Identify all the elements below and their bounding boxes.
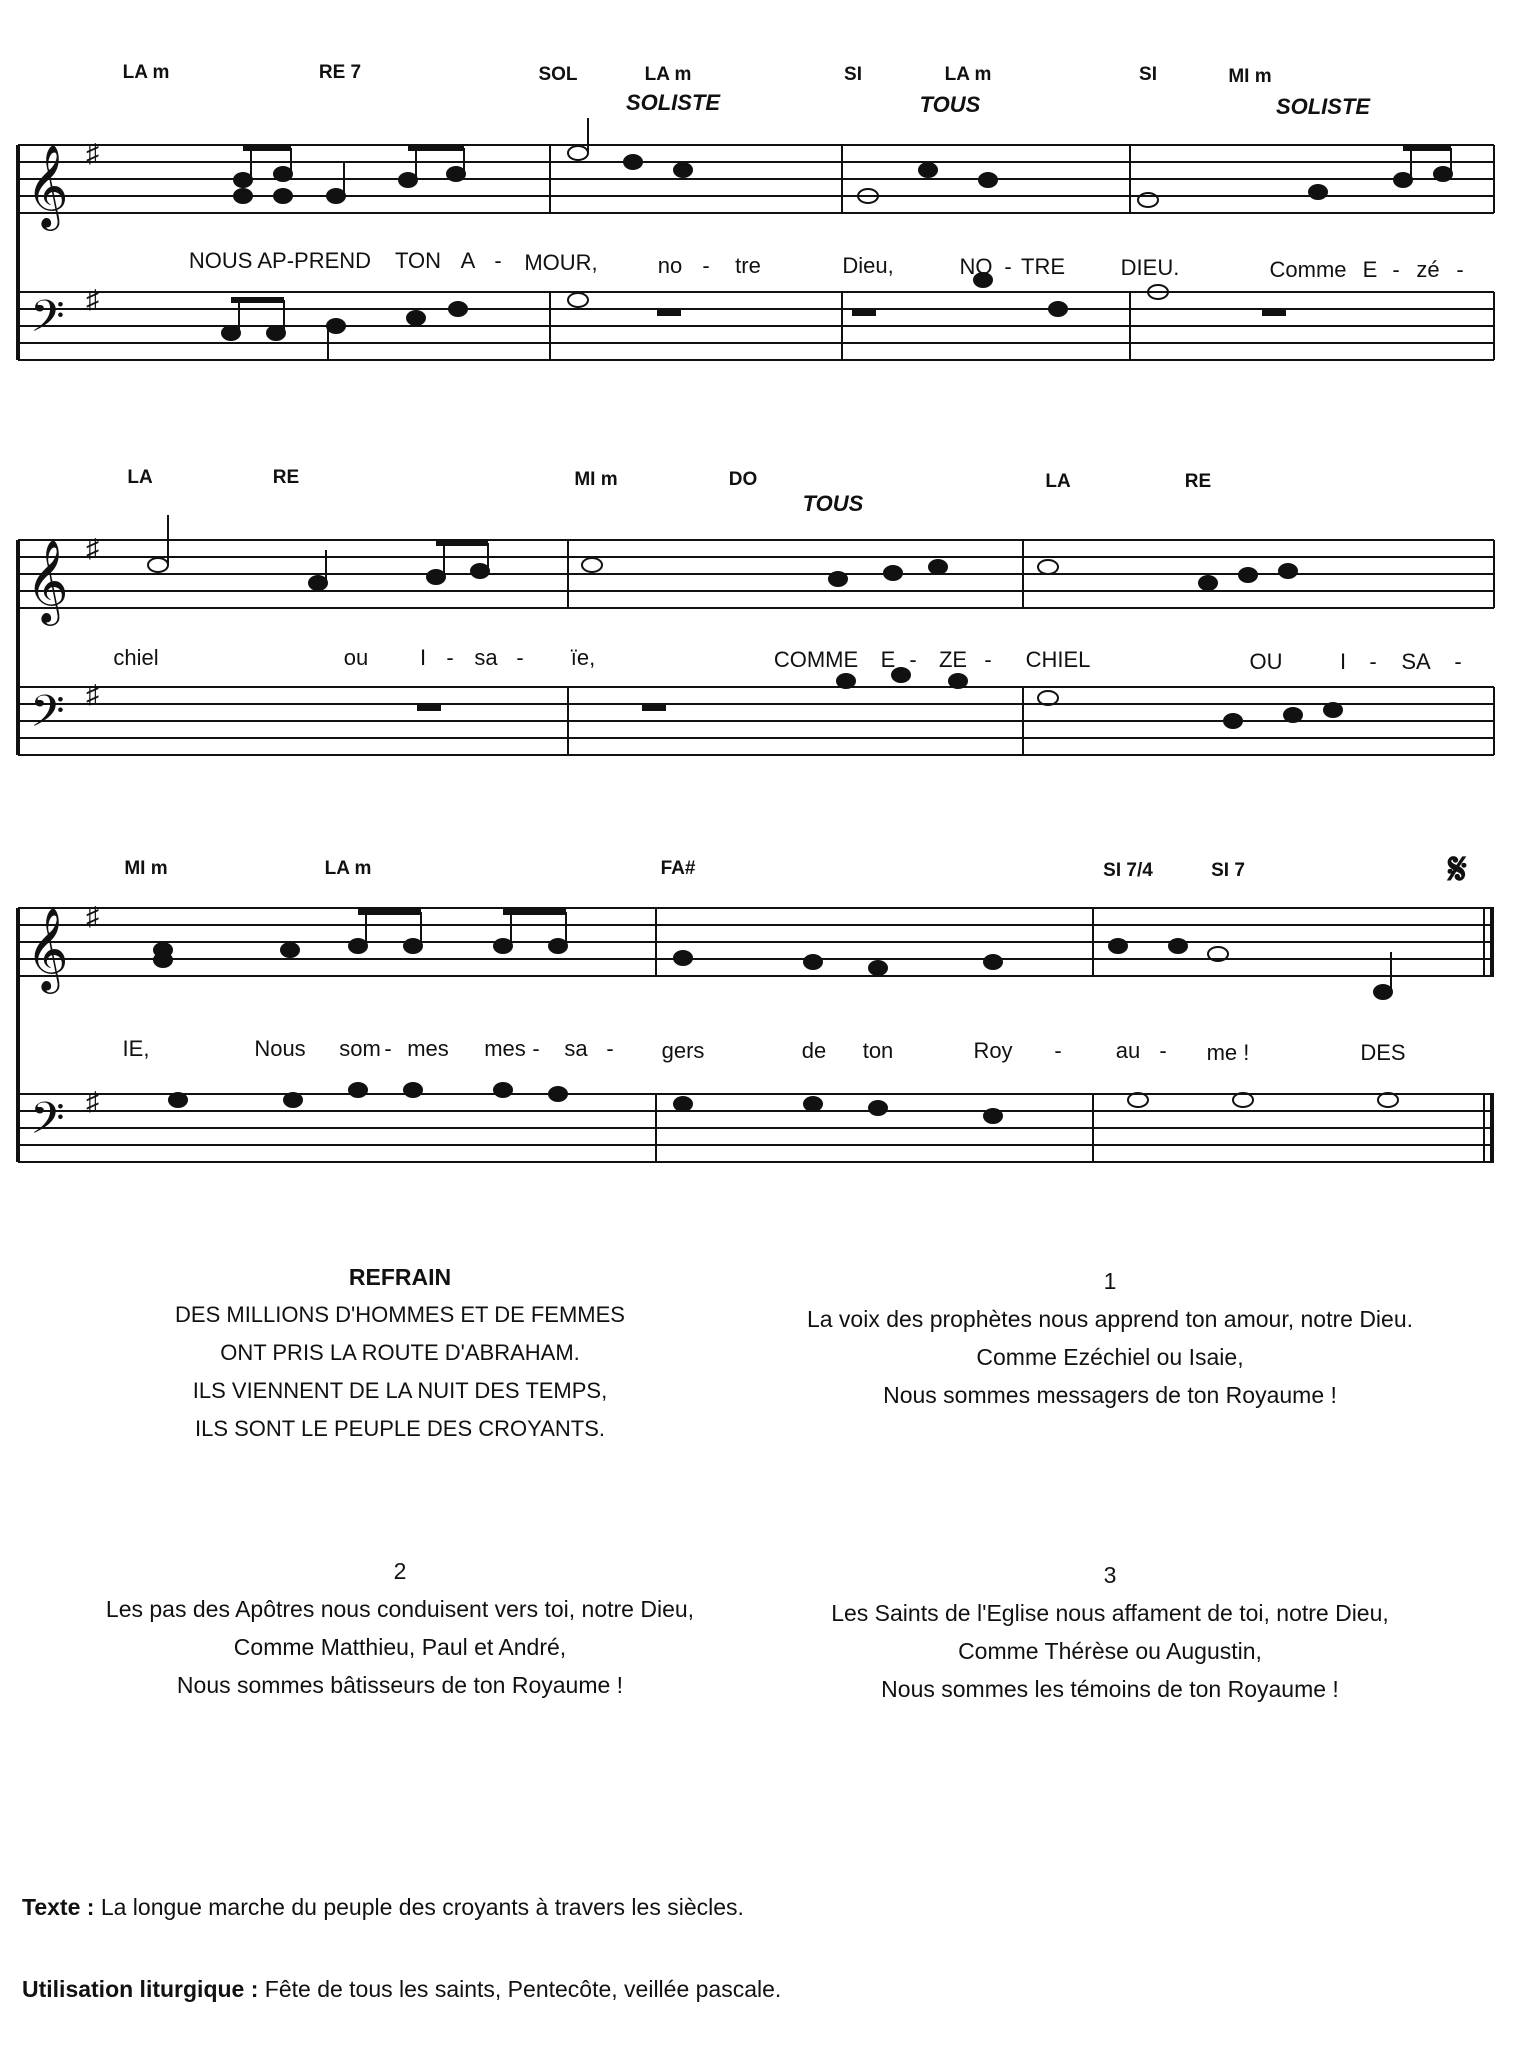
staff-graphics-3 bbox=[18, 850, 1494, 1190]
lyric-syllable: gers bbox=[661, 1038, 705, 1063]
chord-label: SOL bbox=[538, 64, 578, 85]
lyric-syllable: - bbox=[1454, 649, 1462, 674]
lyric-syllable: E bbox=[880, 647, 896, 672]
chord-label: LA bbox=[127, 467, 153, 488]
chord-label: MI m bbox=[1228, 66, 1272, 87]
chord-label: LA m bbox=[122, 62, 170, 83]
svg-text:♯: ♯ bbox=[86, 679, 99, 709]
lyric-syllable: tre bbox=[735, 253, 761, 278]
verse-number: 3 bbox=[1103, 1562, 1117, 1588]
chord-label: LA bbox=[1045, 471, 1071, 492]
lyric-syllable: chiel bbox=[113, 645, 159, 670]
liturgical-usage-label: Utilisation liturgique : bbox=[22, 1976, 259, 2002]
lyric-syllable: - bbox=[984, 647, 992, 672]
lyric-syllable: au bbox=[1115, 1038, 1141, 1063]
verse-line: Nous sommes les témoins de ton Royaume ! bbox=[881, 1676, 1339, 1702]
lyric-syllable: E bbox=[1362, 257, 1378, 282]
verse-number: 2 bbox=[393, 1558, 407, 1584]
svg-text:𝄞: 𝄞 bbox=[26, 906, 69, 990]
chord-label: SI 7/4 bbox=[1103, 860, 1153, 881]
chord-label: FA# bbox=[660, 858, 696, 879]
lyric-syllable: DIEU. bbox=[1120, 255, 1180, 280]
lyric-syllable: - bbox=[532, 1036, 540, 1061]
refrain-block bbox=[130, 1258, 670, 1448]
verse-line: Nous sommes messagers de ton Royaume ! bbox=[883, 1382, 1337, 1408]
staff-graphics-1 bbox=[18, 50, 1494, 400]
svg-text:♯: ♯ bbox=[86, 284, 99, 314]
svg-text:♯: ♯ bbox=[86, 533, 99, 563]
lyric-syllable: NOUS AP-PREND bbox=[188, 248, 372, 273]
verse-2-block bbox=[40, 1552, 760, 1704]
lyric-syllable: I bbox=[1339, 649, 1347, 674]
refrain-line: DES MILLIONS D'HOMMES ET DE FEMMES bbox=[175, 1302, 625, 1327]
verse-line: Nous sommes bâtisseurs de ton Royaume ! bbox=[176, 1672, 624, 1698]
svg-text:𝄞: 𝄞 bbox=[26, 538, 69, 622]
chord-label: DO bbox=[728, 469, 758, 490]
lyric-syllable: - bbox=[1004, 254, 1012, 279]
lyric-syllable: A bbox=[460, 248, 476, 273]
verse-line: Comme Ezéchiel ou Isaie, bbox=[976, 1344, 1244, 1370]
lyric-syllable: sa bbox=[564, 1036, 588, 1061]
performer-cue: SOLISTE bbox=[1275, 94, 1371, 119]
lyric-syllable: ton bbox=[862, 1038, 894, 1063]
chord-label: RE bbox=[1184, 471, 1212, 492]
chord-label: LA m bbox=[644, 64, 692, 85]
lyric-syllable: Dieu, bbox=[842, 253, 894, 278]
lyric-syllable: OU bbox=[1249, 649, 1283, 674]
lyric-syllable: mes bbox=[484, 1036, 526, 1061]
chord-label: LA m bbox=[324, 858, 372, 879]
segno-icon: 𝄋 bbox=[1448, 844, 1467, 895]
refrain-line: ILS VIENNENT DE LA NUIT DES TEMPS, bbox=[192, 1378, 608, 1403]
lyric-syllable: TRE bbox=[1021, 254, 1065, 279]
lyric-syllable: DES bbox=[1360, 1040, 1406, 1065]
lyric-syllable: - bbox=[702, 253, 710, 278]
music-system-2 bbox=[18, 455, 1494, 805]
chord-label: MI m bbox=[124, 858, 168, 879]
chord-label: RE bbox=[272, 467, 300, 488]
lyric-syllable: - bbox=[516, 645, 524, 670]
lyric-syllable: NO bbox=[959, 254, 993, 279]
lyric-syllable: - bbox=[384, 1036, 392, 1061]
svg-text:𝄢: 𝄢 bbox=[30, 290, 65, 353]
lyric-syllable: no bbox=[657, 253, 683, 278]
lyric-syllable: mes bbox=[407, 1036, 449, 1061]
lyric-syllable: IE, bbox=[122, 1036, 150, 1061]
svg-text:♯: ♯ bbox=[86, 138, 99, 168]
verse-line: Comme Thérèse ou Augustin, bbox=[958, 1638, 1262, 1664]
liturgical-usage bbox=[22, 1976, 781, 2003]
verse-line: Les pas des Apôtres nous conduisent vers toi, notre Dieu, bbox=[105, 1596, 695, 1622]
verse-number: 1 bbox=[1103, 1268, 1117, 1294]
lyric-syllable: som bbox=[339, 1036, 381, 1061]
chord-label: SI 7 bbox=[1211, 860, 1245, 881]
lyric-syllable: TON bbox=[394, 248, 442, 273]
lyric-syllable: - bbox=[446, 645, 454, 670]
chord-label: LA m bbox=[944, 64, 992, 85]
lyric-syllable: - bbox=[494, 248, 502, 273]
lyric-syllable: de bbox=[801, 1038, 827, 1063]
lyric-syllable: Nous bbox=[254, 1036, 306, 1061]
verse-line: Les Saints de l'Eglise nous affament de toi, notre Dieu, bbox=[831, 1600, 1389, 1626]
verse-line: La voix des prophètes nous apprend ton amour, notre Dieu. bbox=[806, 1306, 1414, 1332]
lyric-syllable: ZE bbox=[938, 647, 968, 672]
svg-text:♯: ♯ bbox=[86, 1086, 99, 1116]
lyric-syllable: Roy bbox=[973, 1038, 1013, 1063]
svg-text:♯: ♯ bbox=[86, 901, 99, 931]
lyric-syllable: MOUR, bbox=[524, 250, 598, 275]
performer-cue: SOLISTE bbox=[625, 90, 721, 115]
chord-label: SI bbox=[844, 64, 862, 85]
lyric-syllable: zé bbox=[1416, 257, 1440, 282]
refrain-line: ONT PRIS LA ROUTE D'ABRAHAM. bbox=[220, 1340, 580, 1365]
text-info-value: La longue marche du peuple des croyants à travers les siècles. bbox=[100, 1894, 744, 1920]
lyric-syllable: CHIEL bbox=[1025, 647, 1091, 672]
staff-graphics-2 bbox=[18, 455, 1494, 805]
chord-label: SI bbox=[1139, 64, 1157, 85]
liturgical-usage-value: Fête de tous les saints, Pentecôte, veillée pascale. bbox=[264, 1976, 782, 2002]
svg-text:𝄢: 𝄢 bbox=[30, 1092, 65, 1155]
lyric-syllable: I bbox=[419, 645, 427, 670]
lyric-syllable: - bbox=[1054, 1038, 1062, 1063]
verse-3-block bbox=[760, 1556, 1460, 1708]
verse-line: Comme Matthieu, Paul et André, bbox=[233, 1634, 567, 1660]
lyric-syllable: - bbox=[1159, 1038, 1167, 1063]
lyric-syllable: - bbox=[909, 647, 917, 672]
lyric-syllable: Comme bbox=[1269, 257, 1347, 282]
lyric-syllable: ou bbox=[343, 645, 369, 670]
chord-label: MI m bbox=[574, 469, 618, 490]
lyric-syllable: sa bbox=[474, 645, 498, 670]
chord-label: RE 7 bbox=[318, 62, 362, 83]
lyric-syllable: - bbox=[1369, 649, 1377, 674]
lyric-syllable: me ! bbox=[1206, 1040, 1250, 1065]
lyric-syllable: - bbox=[1392, 257, 1400, 282]
lyric-syllable: SA bbox=[1401, 649, 1431, 674]
verse-1-block bbox=[760, 1262, 1460, 1414]
svg-text:𝄢: 𝄢 bbox=[30, 685, 65, 748]
text-info bbox=[22, 1894, 744, 1921]
performer-cue: TOUS bbox=[802, 491, 864, 516]
performer-cue: TOUS bbox=[919, 92, 981, 117]
refrain-heading: REFRAIN bbox=[348, 1264, 452, 1290]
text-info-label: Texte : bbox=[22, 1894, 95, 1920]
music-system-1 bbox=[18, 50, 1494, 400]
lyric-syllable: ïe, bbox=[570, 645, 596, 670]
lyric-syllable: - bbox=[1456, 257, 1464, 282]
refrain-line: ILS SONT LE PEUPLE DES CROYANTS. bbox=[195, 1416, 605, 1441]
music-system-3 bbox=[18, 844, 1494, 1190]
lyric-syllable: COMME bbox=[773, 647, 859, 672]
svg-text:𝄞: 𝄞 bbox=[26, 143, 69, 227]
lyric-syllable: - bbox=[606, 1036, 614, 1061]
